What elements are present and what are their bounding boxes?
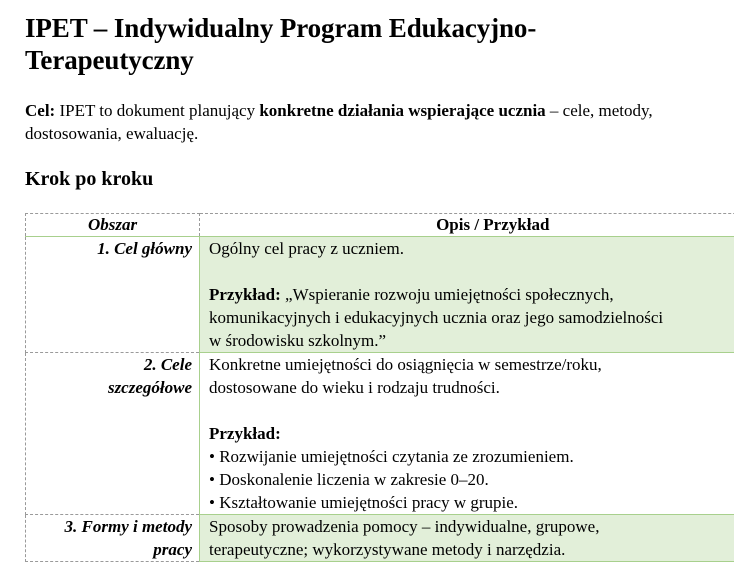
example-label: Przykład: bbox=[209, 424, 281, 443]
intro-label: Cel: bbox=[25, 101, 56, 120]
example-inline-text: „Wspieranie rozwoju umiejętności społecznych, bbox=[280, 285, 614, 304]
title-line-1: IPET – Indywidualny Program Edukacyjno- bbox=[25, 13, 537, 43]
description-cell bbox=[200, 237, 734, 353]
area-cell bbox=[26, 353, 200, 515]
document-title bbox=[25, 12, 734, 76]
area-label-line-2: szczegółowe bbox=[107, 378, 192, 397]
title-line-2: Terapeutyczny bbox=[25, 45, 194, 75]
example-line: w środowisku szkolnym.” bbox=[209, 331, 387, 350]
example-label: Przykład: bbox=[209, 285, 281, 304]
example-bullet-item: • Kształtowanie umiejętności pracy w grupie. bbox=[209, 493, 519, 512]
intro-text-before: IPET to dokument planujący bbox=[55, 101, 260, 120]
column-header-area: Obszar bbox=[26, 214, 200, 237]
description-cell bbox=[200, 515, 734, 562]
description-cell bbox=[200, 353, 734, 515]
description-line: Ogólny cel pracy z uczniem. bbox=[209, 239, 404, 258]
area-label: 1. Cel główny bbox=[97, 239, 192, 258]
spacer bbox=[209, 399, 734, 422]
example-line: komunikacyjnych i edukacyjnych ucznia oraz jego samodzielności bbox=[209, 308, 664, 327]
example-bullet-item: • Doskonalenie liczenia w zakresie 0–20. bbox=[209, 470, 489, 489]
area-cell bbox=[26, 237, 200, 353]
intro-paragraph bbox=[25, 99, 734, 145]
intro-text-after: – cele, metody, bbox=[545, 101, 653, 120]
spacer bbox=[209, 260, 734, 283]
table-row bbox=[26, 353, 734, 515]
intro-line-2: dostosowania, ewaluację. bbox=[25, 124, 199, 143]
example-first-line bbox=[209, 283, 734, 306]
document-page bbox=[25, 0, 734, 562]
column-header-description: Opis / Przykład bbox=[200, 214, 734, 237]
example-bullet-item: • Rozwijanie umiejętności czytania ze zrozumieniem. bbox=[209, 447, 574, 466]
area-label-line-1: 2. Cele bbox=[143, 355, 192, 374]
table-row bbox=[26, 515, 734, 562]
description-line: dostosowane do wieku i rodzaju trudności. bbox=[209, 378, 500, 397]
area-label-line-1: 3. Formy i metody bbox=[64, 517, 192, 536]
area-cell bbox=[26, 515, 200, 562]
description-line: Konkretne umiejętności do osiągnięcia w semestrze/roku, bbox=[209, 355, 602, 374]
table-row bbox=[26, 237, 734, 353]
area-label-line-2: pracy bbox=[153, 540, 192, 559]
description-line: Sposoby prowadzenia pomocy – indywidualne, grupowe, bbox=[209, 517, 600, 536]
description-line: terapeutyczne; wykorzystywane metody i narzędzia. bbox=[209, 540, 566, 559]
ipet-steps-table bbox=[25, 213, 734, 562]
section-heading: Krok po kroku bbox=[25, 168, 154, 190]
intro-bold-text: konkretne działania wspierające ucznia bbox=[259, 101, 546, 120]
example-first-line bbox=[209, 422, 734, 445]
table-header-row bbox=[26, 214, 734, 237]
